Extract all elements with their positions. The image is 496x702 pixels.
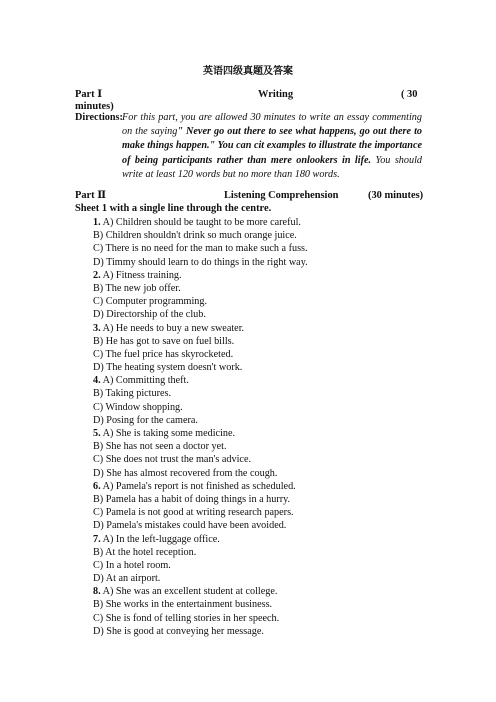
option-text: C) In a hotel room. bbox=[93, 559, 171, 571]
option-text: D) Timmy should learn to do things in the right way. bbox=[93, 256, 308, 268]
option-text: A) She was an excellent student at college. bbox=[102, 586, 278, 598]
option-text: D) She has almost recovered from the cough. bbox=[93, 467, 278, 479]
question-number: 8. bbox=[93, 586, 101, 598]
question-7-option-a bbox=[93, 533, 423, 546]
directions-label: Directions: bbox=[75, 112, 123, 123]
option-text: D) Directorship of the club. bbox=[93, 309, 206, 321]
question-number: 7. bbox=[93, 533, 101, 545]
option-text: B) She works in the entertainment business. bbox=[93, 599, 273, 611]
option-text: C) Pamela is not good at writing research papers. bbox=[93, 507, 294, 519]
part1-label: Part Ⅰ bbox=[75, 89, 103, 100]
option-text: B) Pamela has a habit of doing things in a hurry. bbox=[93, 493, 291, 505]
option-text: B) At the hotel reception. bbox=[93, 546, 197, 558]
question-number: 3. bbox=[93, 322, 101, 334]
question-6-option-a bbox=[93, 480, 423, 493]
question-7-option-b bbox=[93, 546, 423, 559]
part1-name: Writing bbox=[258, 89, 294, 100]
option-text: B) He has got to save on fuel bills. bbox=[93, 335, 235, 347]
part1-time-unit: minutes) bbox=[75, 101, 114, 112]
option-text: C) She does not trust the man's advice. bbox=[93, 454, 252, 466]
option-text: C) Window shopping. bbox=[93, 401, 183, 413]
option-text: B) Children shouldn't drink so much orange juice. bbox=[93, 230, 297, 242]
question-list bbox=[93, 216, 423, 638]
option-text: B) Taking pictures. bbox=[93, 388, 172, 400]
option-text: C) There is no need for the man to make such a fuss. bbox=[93, 243, 308, 255]
directions-quote: " Never go out there to see what happens, go out there to make things happen." bbox=[122, 126, 422, 152]
option-text: A) Committing theft. bbox=[102, 375, 189, 387]
option-text: D) At an airport. bbox=[93, 573, 161, 585]
option-text: A) Fitness training. bbox=[102, 269, 182, 281]
sheet-instruction: Sheet 1 with a single line through the centre. bbox=[75, 203, 272, 214]
option-text: B) She has not seen a doctor yet. bbox=[93, 441, 227, 453]
question-4-option-b bbox=[93, 387, 423, 400]
question-5-option-d bbox=[93, 467, 423, 480]
question-8-option-c bbox=[93, 612, 423, 625]
option-text: A) She is taking some medicine. bbox=[102, 428, 236, 439]
question-2-option-b bbox=[93, 282, 423, 295]
question-7-option-c bbox=[93, 559, 423, 572]
directions-text: For this part, you are allowed 30 minutes to write an essay commenting on the saying" Never go out there to see what happens, go out there to make things happen." You can cit examples to illustrate the importance of being participants rather than mere onlookers in life. You should write at least 120 words but no more than 180 words. bbox=[122, 112, 422, 180]
directions-block bbox=[75, 111, 422, 182]
question-2-option-a bbox=[93, 269, 423, 282]
question-8-option-b bbox=[93, 598, 423, 611]
option-text: B) The new job offer. bbox=[93, 282, 181, 294]
question-4-option-c bbox=[93, 401, 423, 414]
question-number: 5. bbox=[93, 428, 101, 439]
part2-label: Part Ⅱ bbox=[75, 190, 106, 201]
question-1-option-c bbox=[93, 242, 423, 255]
question-5-option-a bbox=[93, 427, 423, 440]
question-number: 1. bbox=[93, 217, 101, 228]
document-title: 英语四级真题及答案 bbox=[203, 66, 293, 77]
question-3-option-c bbox=[93, 348, 423, 361]
question-5-option-b bbox=[93, 440, 423, 453]
part1-time: ( 30 bbox=[401, 89, 418, 100]
question-3-option-a bbox=[93, 322, 423, 335]
option-text: D) Pamela's mistakes could have been avoided. bbox=[93, 520, 287, 532]
question-4-option-d bbox=[93, 414, 423, 427]
question-1-option-d bbox=[93, 256, 423, 269]
question-8-option-a bbox=[93, 585, 423, 598]
question-6-option-c bbox=[93, 506, 423, 519]
option-text: C) Computer programming. bbox=[93, 296, 208, 308]
part2-name: Listening Comprehension bbox=[224, 190, 339, 201]
option-text: C) The fuel price has skyrocketed. bbox=[93, 348, 234, 360]
option-text: A) He needs to buy a new sweater. bbox=[102, 322, 245, 334]
option-text: A) In the left-luggage office. bbox=[102, 533, 220, 545]
question-6-option-b bbox=[93, 493, 423, 506]
option-text: A) Pamela's report is not finished as scheduled. bbox=[102, 480, 296, 492]
question-number: 6. bbox=[93, 480, 101, 492]
question-1-option-b bbox=[93, 229, 423, 242]
question-4-option-a bbox=[93, 374, 423, 387]
part2-time: (30 minutes) bbox=[368, 190, 424, 201]
question-3-option-b bbox=[93, 335, 423, 348]
option-text: C) She is fond of telling stories in her speech. bbox=[93, 612, 280, 624]
question-3-option-d bbox=[93, 361, 423, 374]
question-1-option-a bbox=[93, 216, 423, 229]
question-7-option-d bbox=[93, 572, 423, 585]
question-2-option-d bbox=[93, 308, 423, 321]
option-text: D) Posing for the camera. bbox=[93, 414, 198, 426]
question-8-option-d bbox=[93, 625, 423, 638]
question-2-option-c bbox=[93, 295, 423, 308]
question-5-option-c bbox=[93, 453, 423, 466]
option-text: D) The heating system doesn't work. bbox=[93, 362, 243, 374]
question-number: 2. bbox=[93, 269, 101, 281]
option-text: D) She is good at conveying her message. bbox=[93, 625, 264, 637]
question-number: 4. bbox=[93, 375, 101, 387]
option-text: A) Children should be taught to be more careful. bbox=[102, 217, 301, 228]
question-6-option-d bbox=[93, 519, 423, 532]
